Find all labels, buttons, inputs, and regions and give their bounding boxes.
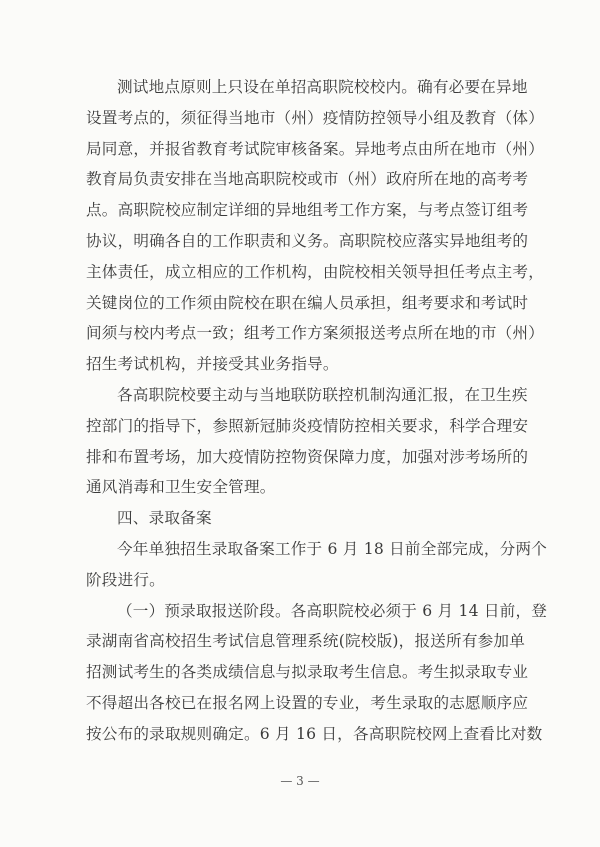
document-body — [86, 72, 548, 750]
text-line: 协议，明确各自的工作职责和义务。高职院校应落实异地组考的 — [86, 231, 529, 250]
text-line: （一）预录取报送阶段。各高职院校必须于 6 月 14 日前，登 — [117, 601, 548, 620]
text-line: 局同意，并报省教育考试院审核备案。异地考点由所在地市（州） — [86, 139, 545, 158]
text-line: 招生考试机构，并接受其业务指导。 — [86, 355, 339, 374]
section-heading — [86, 503, 516, 534]
paragraph — [86, 596, 548, 750]
text-line: 录湖南省高校招生考试信息管理系统(院校版)，报送所有参加单 — [86, 632, 525, 651]
text-line: 今年单独招生录取备案工作于 6 月 18 日前全部完成，分两个 — [117, 539, 548, 558]
text-line: 点。高职院校应制定详细的异地组考工作方案，与考点签订组考 — [86, 201, 529, 220]
text-line: 各高职院校要主动与当地联防联控机制沟通汇报，在卫生疾 — [117, 385, 528, 404]
text-line: 排和布置考场，加大疫情防控物资保障力度，加强对涉考场所的 — [86, 447, 529, 466]
text-line: 按公布的录取规则确定。6 月 16 日，各高职院校网上查看比对数 — [86, 724, 543, 743]
text-line: 间须与校内考点一致；组考工作方案须报送考点所在地的市（州） — [86, 324, 545, 343]
text-line: 招测试考生的各类成绩信息与拟录取考生信息。考生拟录取专业 — [86, 663, 529, 682]
paragraph — [86, 380, 529, 503]
text-line: 四、录取备案 — [117, 509, 212, 528]
paragraph — [86, 72, 545, 380]
text-line: 通风消毒和卫生安全管理。 — [86, 478, 276, 497]
text-line: 教育局负责安排在当地高职院校或市（州）政府所在地的高考考 — [86, 170, 529, 189]
text-line: 阶段进行。 — [86, 570, 165, 589]
text-line: 不得超出各校已在报名网上设置的专业，考生录取的志愿顺序应 — [86, 693, 529, 712]
text-line: 控部门的指导下，参照新冠肺炎疫情防控相关要求，科学合理安 — [86, 416, 529, 435]
text-line: 测试地点原则上只设在单招高职院校校内。确有必要在异地 — [117, 78, 528, 96]
text-line: 主体责任，成立相应的工作机构，由院校相关领导担任考点主考， — [86, 262, 545, 281]
page-number: — 3 — — [280, 774, 320, 788]
text-line: 设置考点的，须征得当地市（州）疫情防控领导小组及教育（体） — [86, 108, 545, 127]
text-line: 关键岗位的工作须由院校在职在编人员承担，组考要求和考试时 — [86, 293, 529, 312]
paragraph — [86, 534, 548, 596]
